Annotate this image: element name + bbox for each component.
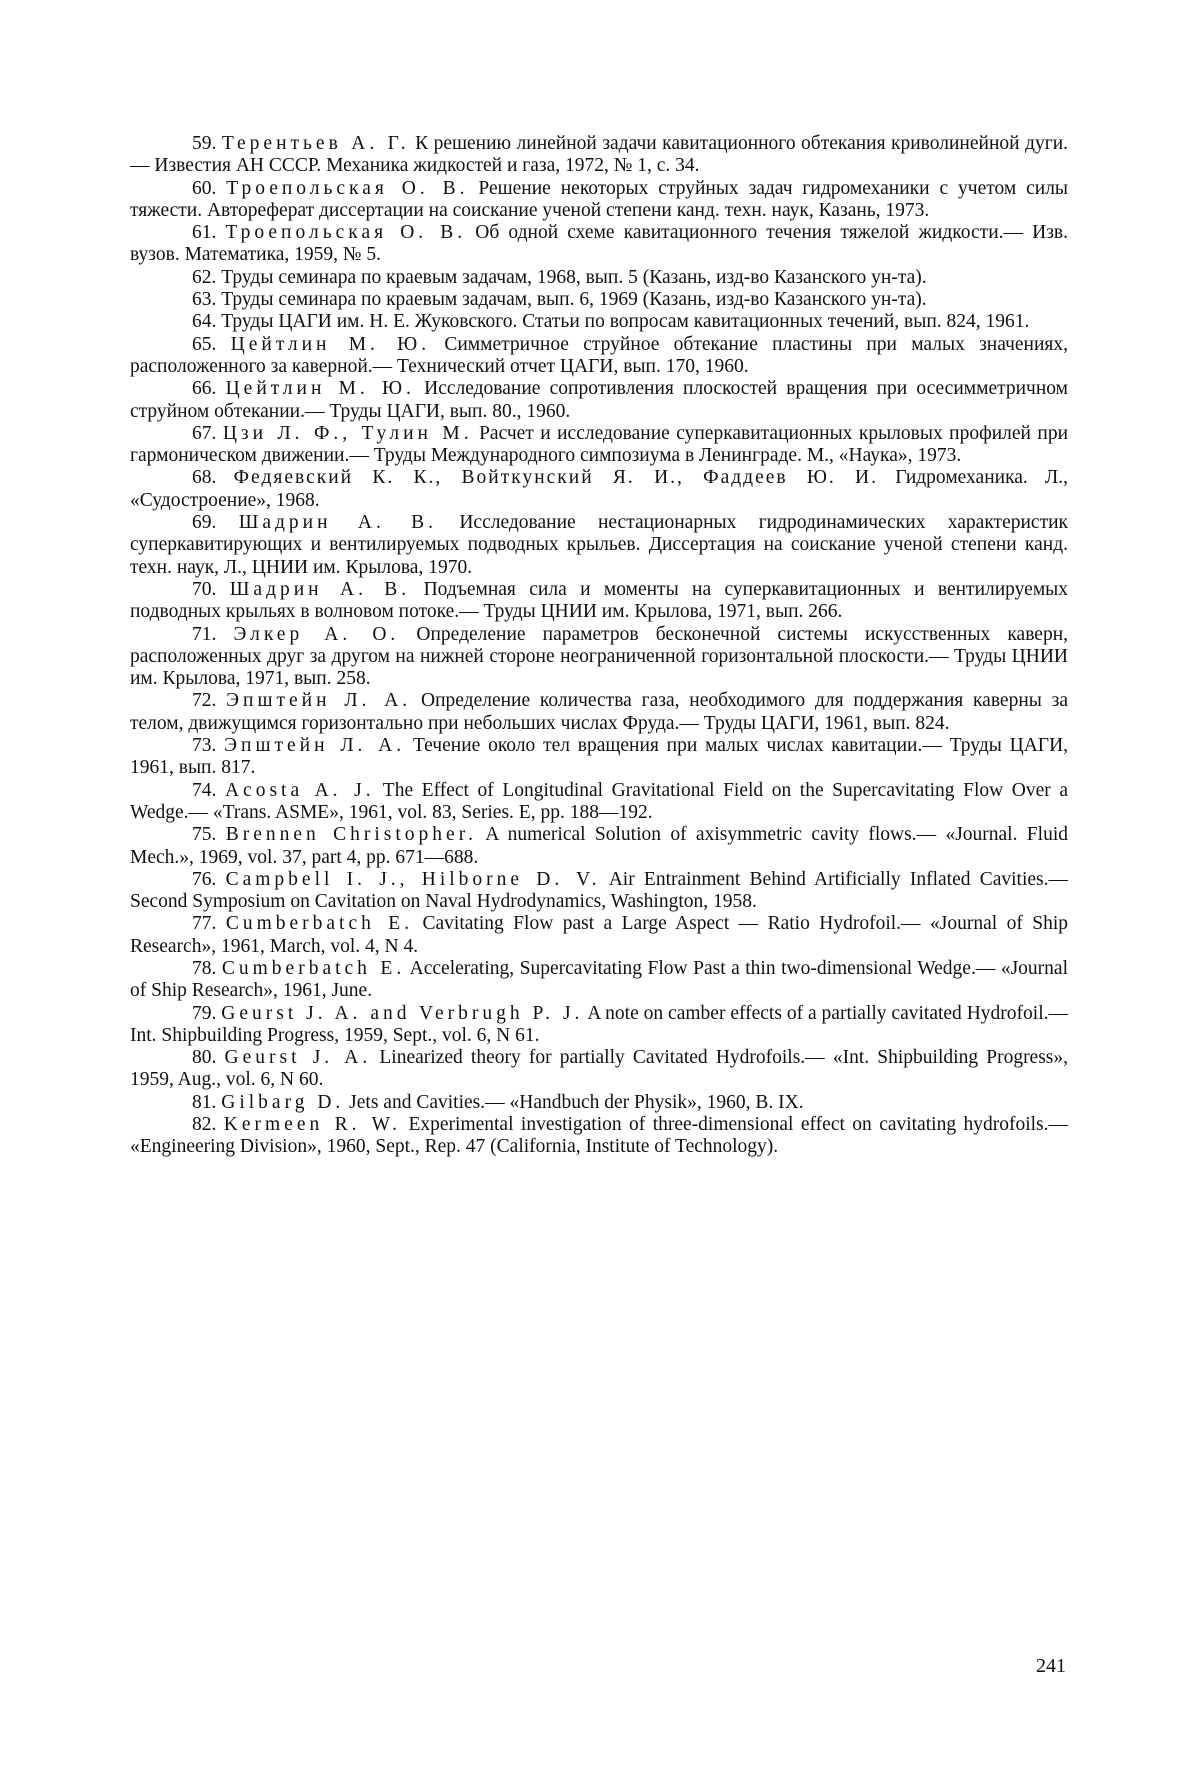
reference-text: Труды семинара по краевым задачам, вып. 6, 1969 (Казань, изд-во Казанского ун-та). bbox=[221, 289, 927, 311]
reference-author: Kermeen R. W. bbox=[223, 1114, 402, 1136]
reference-text: A numerical Solution of axisymmetric cavity flows.— «Journal. Fluid Mech.», 1969, vol. 37, part 4, pp. 671—688. bbox=[130, 824, 1068, 868]
reference-author: Троепольская О. В. bbox=[225, 222, 467, 244]
reference-author: Федяевский К. К., Войткунский Я. И., Фаддеев Ю. И. bbox=[233, 467, 879, 489]
reference-number: 70. bbox=[192, 578, 217, 600]
reference-number: 69. bbox=[192, 512, 217, 534]
reference-number: 79. bbox=[192, 1002, 217, 1024]
reference-number: 60. bbox=[192, 177, 217, 199]
reference-text: Подъемная сила и моменты на суперкавитационных и вентилируемых подводных крыльях в волновом потоке.— Труды ЦНИИ им. Крылова, 1971, вып. 266. bbox=[130, 578, 1069, 623]
reference-author: Шадрин А. В. bbox=[229, 578, 411, 600]
reference-item bbox=[130, 913, 1068, 958]
reference-item bbox=[130, 824, 1068, 869]
reference-item bbox=[130, 267, 1068, 289]
reference-list bbox=[130, 133, 1068, 1159]
reference-text: Течение около тел вращения при малых числах кавитации.— Труды ЦАГИ, 1961, вып. 817. bbox=[130, 735, 1069, 779]
reference-text: Об одной схеме кавитационного течения тяжелой жидкости.— Изв. вузов. Математика, 1959, № 5. bbox=[130, 222, 1068, 266]
reference-author: Троепольская О. В. bbox=[226, 177, 469, 199]
reference-author: Терентьев А. Г. bbox=[221, 133, 410, 154]
reference-item bbox=[130, 467, 1068, 512]
reference-author: Geurst J. A. and Verbrugh P. J. bbox=[221, 1002, 584, 1024]
reference-item bbox=[130, 780, 1068, 825]
page-number: 241 bbox=[1036, 1655, 1066, 1677]
reference-text: Определение параметров бесконечной системы искусственных каверн, расположенных друг за другом на нижней стороне неограниченной горизонтальной плоскости.— Труды ЦНИИ им. Крылова, 1971, вып. 258. bbox=[130, 623, 1069, 690]
reference-author: Brennen Christopher. bbox=[225, 824, 477, 846]
reference-number: 66. bbox=[192, 378, 217, 400]
reference-text: A note on camber effects of a partially cavitated Hydrofoil.— Int. Shipbuilding Progress, 1959, Sept., vol. 6, N 61. bbox=[130, 1002, 1068, 1046]
reference-text: К решению линейной задачи кавитационного обтекания криволинейной дуги.— Известия АН СССР. Механика жидкостей и газа, 1972, № 1, с. 34. bbox=[130, 133, 1069, 177]
reference-text: Cavitating Flow past a Large Aspect — Ratio Hydrofoil.— «Journal of Ship Research», 1961, March, vol. 4, N 4. bbox=[130, 913, 1069, 957]
reference-author: Шадрин А. В. bbox=[238, 512, 438, 534]
reference-number: 63. bbox=[192, 289, 217, 311]
reference-item bbox=[130, 311, 1068, 333]
reference-author: Эпштейн Л. А. bbox=[224, 735, 406, 757]
reference-number: 77. bbox=[192, 913, 217, 935]
reference-text: The Effect of Longitudinal Gravitational Field on the Supercavitating Flow Over a Wedge.— «Trans. ASME», 1961, vol. 83, Series. E, pp. 188—192. bbox=[130, 779, 1068, 823]
reference-item bbox=[130, 579, 1068, 624]
reference-number: 59. bbox=[192, 133, 217, 154]
reference-text: Определение количества газа, необходимого для поддержания каверны за телом, движущимся горизонтально при небольших числах Фруда.— Труды ЦАГИ, 1961, вып. 824. bbox=[130, 690, 1069, 734]
reference-item bbox=[130, 378, 1068, 423]
reference-item bbox=[130, 624, 1068, 691]
reference-item bbox=[130, 1003, 1068, 1048]
reference-item bbox=[130, 869, 1068, 914]
reference-number: 82. bbox=[192, 1114, 217, 1136]
reference-number: 75. bbox=[192, 824, 217, 846]
reference-item bbox=[130, 133, 1068, 178]
reference-item bbox=[130, 512, 1068, 579]
reference-number: 76. bbox=[192, 868, 217, 890]
reference-author: Эпштейн Л. А. bbox=[226, 690, 412, 712]
reference-number: 73. bbox=[192, 735, 217, 757]
reference-number: 74. bbox=[192, 779, 217, 801]
reference-author: Acosta A. J. bbox=[224, 779, 375, 801]
reference-author: Цзи Л. Ф., Тулин М. bbox=[222, 422, 473, 444]
reference-text: Linearized theory for partially Cavitated Hydrofoils.— «Int. Shipbuilding Progress», 1959, Aug., vol. 6, N 60. bbox=[130, 1047, 1069, 1091]
reference-author: Cumberbatch E. bbox=[225, 913, 414, 935]
reference-text: Симметричное струйное обтекание пластины при малых значениях, расположенного за каверной.— Технический отчет ЦАГИ, вып. 170, 1960. bbox=[130, 333, 1069, 377]
reference-number: 65. bbox=[192, 333, 217, 355]
reference-number: 68. bbox=[192, 467, 217, 489]
reference-item bbox=[130, 958, 1068, 1003]
reference-item bbox=[130, 178, 1068, 223]
reference-item bbox=[130, 423, 1068, 468]
reference-number: 80. bbox=[192, 1047, 217, 1069]
reference-number: 81. bbox=[192, 1091, 217, 1113]
reference-text: Исследование нестационарных гидродинамических характеристик суперкавитирующих и вентилируемых подводных крыльев. Диссертация на соискание ученой степени канд. техн. наук, Л., ЦНИИ им. Крылова, 1970. bbox=[130, 512, 1068, 578]
reference-author: Gilbarg D. bbox=[221, 1091, 345, 1113]
reference-text: Исследование сопротивления плоскостей вращения при осесимметричном струйном обтекании.— Труды ЦАГИ, вып. 80., 1960. bbox=[130, 378, 1069, 422]
reference-number: 78. bbox=[192, 957, 217, 979]
reference-item bbox=[130, 735, 1068, 780]
reference-number: 62. bbox=[192, 266, 217, 288]
reference-item bbox=[130, 690, 1068, 735]
reference-author: Цейтлин М. Ю. bbox=[230, 333, 431, 355]
reference-text: Труды ЦАГИ им. Н. Е. Жуковского. Статьи по вопросам кавитационных течений, вып. 824, 1961. bbox=[221, 311, 1030, 333]
reference-author: Цейтлин М. Ю. bbox=[225, 378, 415, 400]
reference-item bbox=[130, 334, 1068, 379]
reference-number: 61. bbox=[192, 222, 217, 244]
reference-number: 71. bbox=[192, 623, 217, 645]
reference-item bbox=[130, 1047, 1068, 1092]
reference-author: Элкер А. О. bbox=[233, 623, 400, 645]
reference-author: Campbell I. J., Hilborne D. V. bbox=[225, 868, 601, 890]
reference-item bbox=[130, 1092, 1068, 1114]
reference-number: 67. bbox=[192, 422, 217, 444]
reference-text: Accelerating, Supercavitating Flow Past a thin two-dimensional Wedge.— «Journal of Ship Research», 1961, June. bbox=[130, 957, 1068, 1002]
reference-number: 64. bbox=[192, 311, 217, 333]
reference-text: Гидромеханика. Л., «Судостроение», 1968. bbox=[130, 467, 1069, 511]
reference-item bbox=[130, 289, 1068, 311]
reference-author: Cumberbatch E. bbox=[221, 957, 406, 979]
reference-text: Jets and Cavities.— «Handbuch der Physik», 1960, B. IX. bbox=[349, 1091, 804, 1113]
reference-item bbox=[130, 1114, 1068, 1159]
reference-text: Расчет и исследование суперкавитационных крыловых профилей при гармоническом движении.— Труды Международного симпозиума в Ленинграде. М., «Наука», 1973. bbox=[130, 422, 1069, 467]
reference-author: Geurst J. A. bbox=[224, 1047, 372, 1069]
reference-text: Experimental investigation of three-dimensional effect on cavitating hydrofoils.— «Engineering Division», 1960, Sept., Rep. 47 (California, Institute of Technology). bbox=[130, 1114, 1069, 1158]
reference-text: Решение некоторых струйных задач гидромеханики с учетом силы тяжести. Автореферат диссертации на соискание ученой степени канд. техн. наук, Казань, 1973. bbox=[130, 177, 1069, 221]
reference-number: 72. bbox=[192, 690, 217, 712]
reference-item bbox=[130, 222, 1068, 267]
reference-text: Труды семинара по краевым задачам, 1968, вып. 5 (Казань, изд-во Казанского ун-та). bbox=[221, 266, 927, 288]
reference-text: Air Entrainment Behind Artificially Inflated Cavities.— Second Symposium on Cavitation on Naval Hydrodynamics, Washington, 1958. bbox=[130, 868, 1068, 913]
